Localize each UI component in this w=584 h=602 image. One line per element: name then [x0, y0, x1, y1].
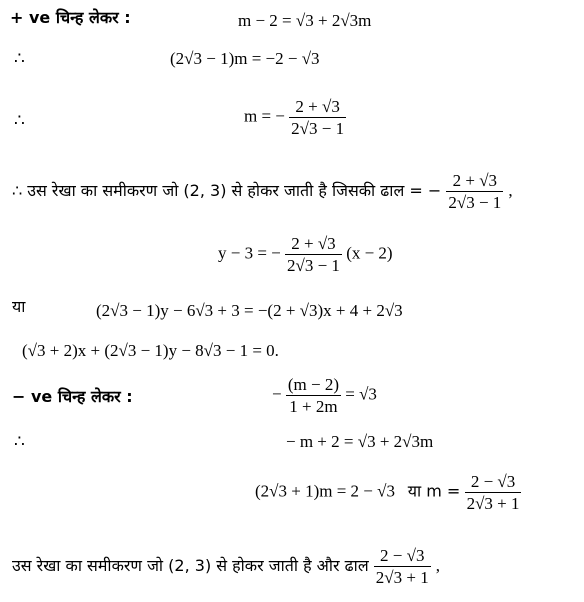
eq2: (2√3 − 1)m = −2 − √3	[170, 49, 320, 68]
eq6: (√3 + 2)x + (2√3 − 1)y − 8√3 − 1 = 0.	[22, 341, 279, 360]
eq4	[218, 235, 393, 274]
eq3-lhs: m = −	[244, 106, 285, 126]
statement2-end: ,	[435, 556, 441, 575]
eq8: − m + 2 = √3 + 2√3m	[286, 432, 434, 451]
therefore3: ∴	[14, 432, 25, 451]
statement1-den: 2√3 − 1	[448, 193, 502, 212]
eq9-fraction	[465, 473, 522, 512]
ya1: या	[12, 297, 26, 316]
statement1-row	[12, 172, 513, 211]
statement2-num: 2 − √3	[380, 546, 425, 565]
eq9-num: 2 − √3	[470, 472, 516, 491]
statement1-num: 2 + √3	[452, 171, 498, 190]
eq7-rhs: = √3	[345, 384, 377, 404]
eq9-den: 2√3 + 1	[466, 494, 520, 513]
eq4-den: 2√3 − 1	[287, 256, 340, 275]
therefore2: ∴	[14, 111, 25, 130]
statement2-row	[12, 547, 440, 586]
statement2-fraction	[374, 547, 431, 586]
statement2: उस रेखा का समीकरण जो (2, 3) से होकर जाती है और ढाल	[12, 556, 369, 575]
eq4-lhs: y − 3 = −	[218, 243, 281, 263]
eq4-rhs: (x − 2)	[346, 243, 393, 263]
eq3-num: 2 + √3	[295, 97, 340, 116]
eq3	[244, 98, 346, 137]
statement1: ∴ उस रेखा का समीकरण जो (2, 3) से होकर जाती है जिसकी ढाल = −	[12, 181, 442, 200]
therefore1: ∴	[14, 49, 25, 68]
eq3-den: 2√3 − 1	[291, 119, 345, 138]
statement1-fraction	[446, 172, 503, 211]
eq7-den: 1 + 2m	[289, 397, 338, 416]
eq3-fraction	[289, 98, 346, 137]
eq1: m − 2 = √3 + 2√3m	[238, 11, 372, 30]
eq7	[272, 376, 377, 415]
eq7-num: (m − 2)	[287, 375, 339, 394]
label-minus-ve: − ve चिन्ह लेकर :	[12, 387, 133, 406]
eq9-ya: या m =	[407, 481, 461, 501]
statement1-end: ,	[508, 181, 513, 200]
eq4-fraction	[285, 235, 342, 274]
eq7-fraction	[286, 376, 341, 415]
eq4-num: 2 + √3	[291, 234, 336, 253]
label-plus-ve: + ve चिन्ह लेकर :	[10, 8, 131, 27]
eq7-minus: −	[272, 384, 282, 404]
eq9: (2√3 + 1)m = 2 − √3	[255, 481, 395, 501]
statement2-den: 2√3 + 1	[375, 568, 429, 587]
eq9-row	[255, 473, 521, 512]
eq5: (2√3 − 1)y − 6√3 + 3 = −(2 + √3)x + 4 + 2√3	[96, 301, 403, 320]
